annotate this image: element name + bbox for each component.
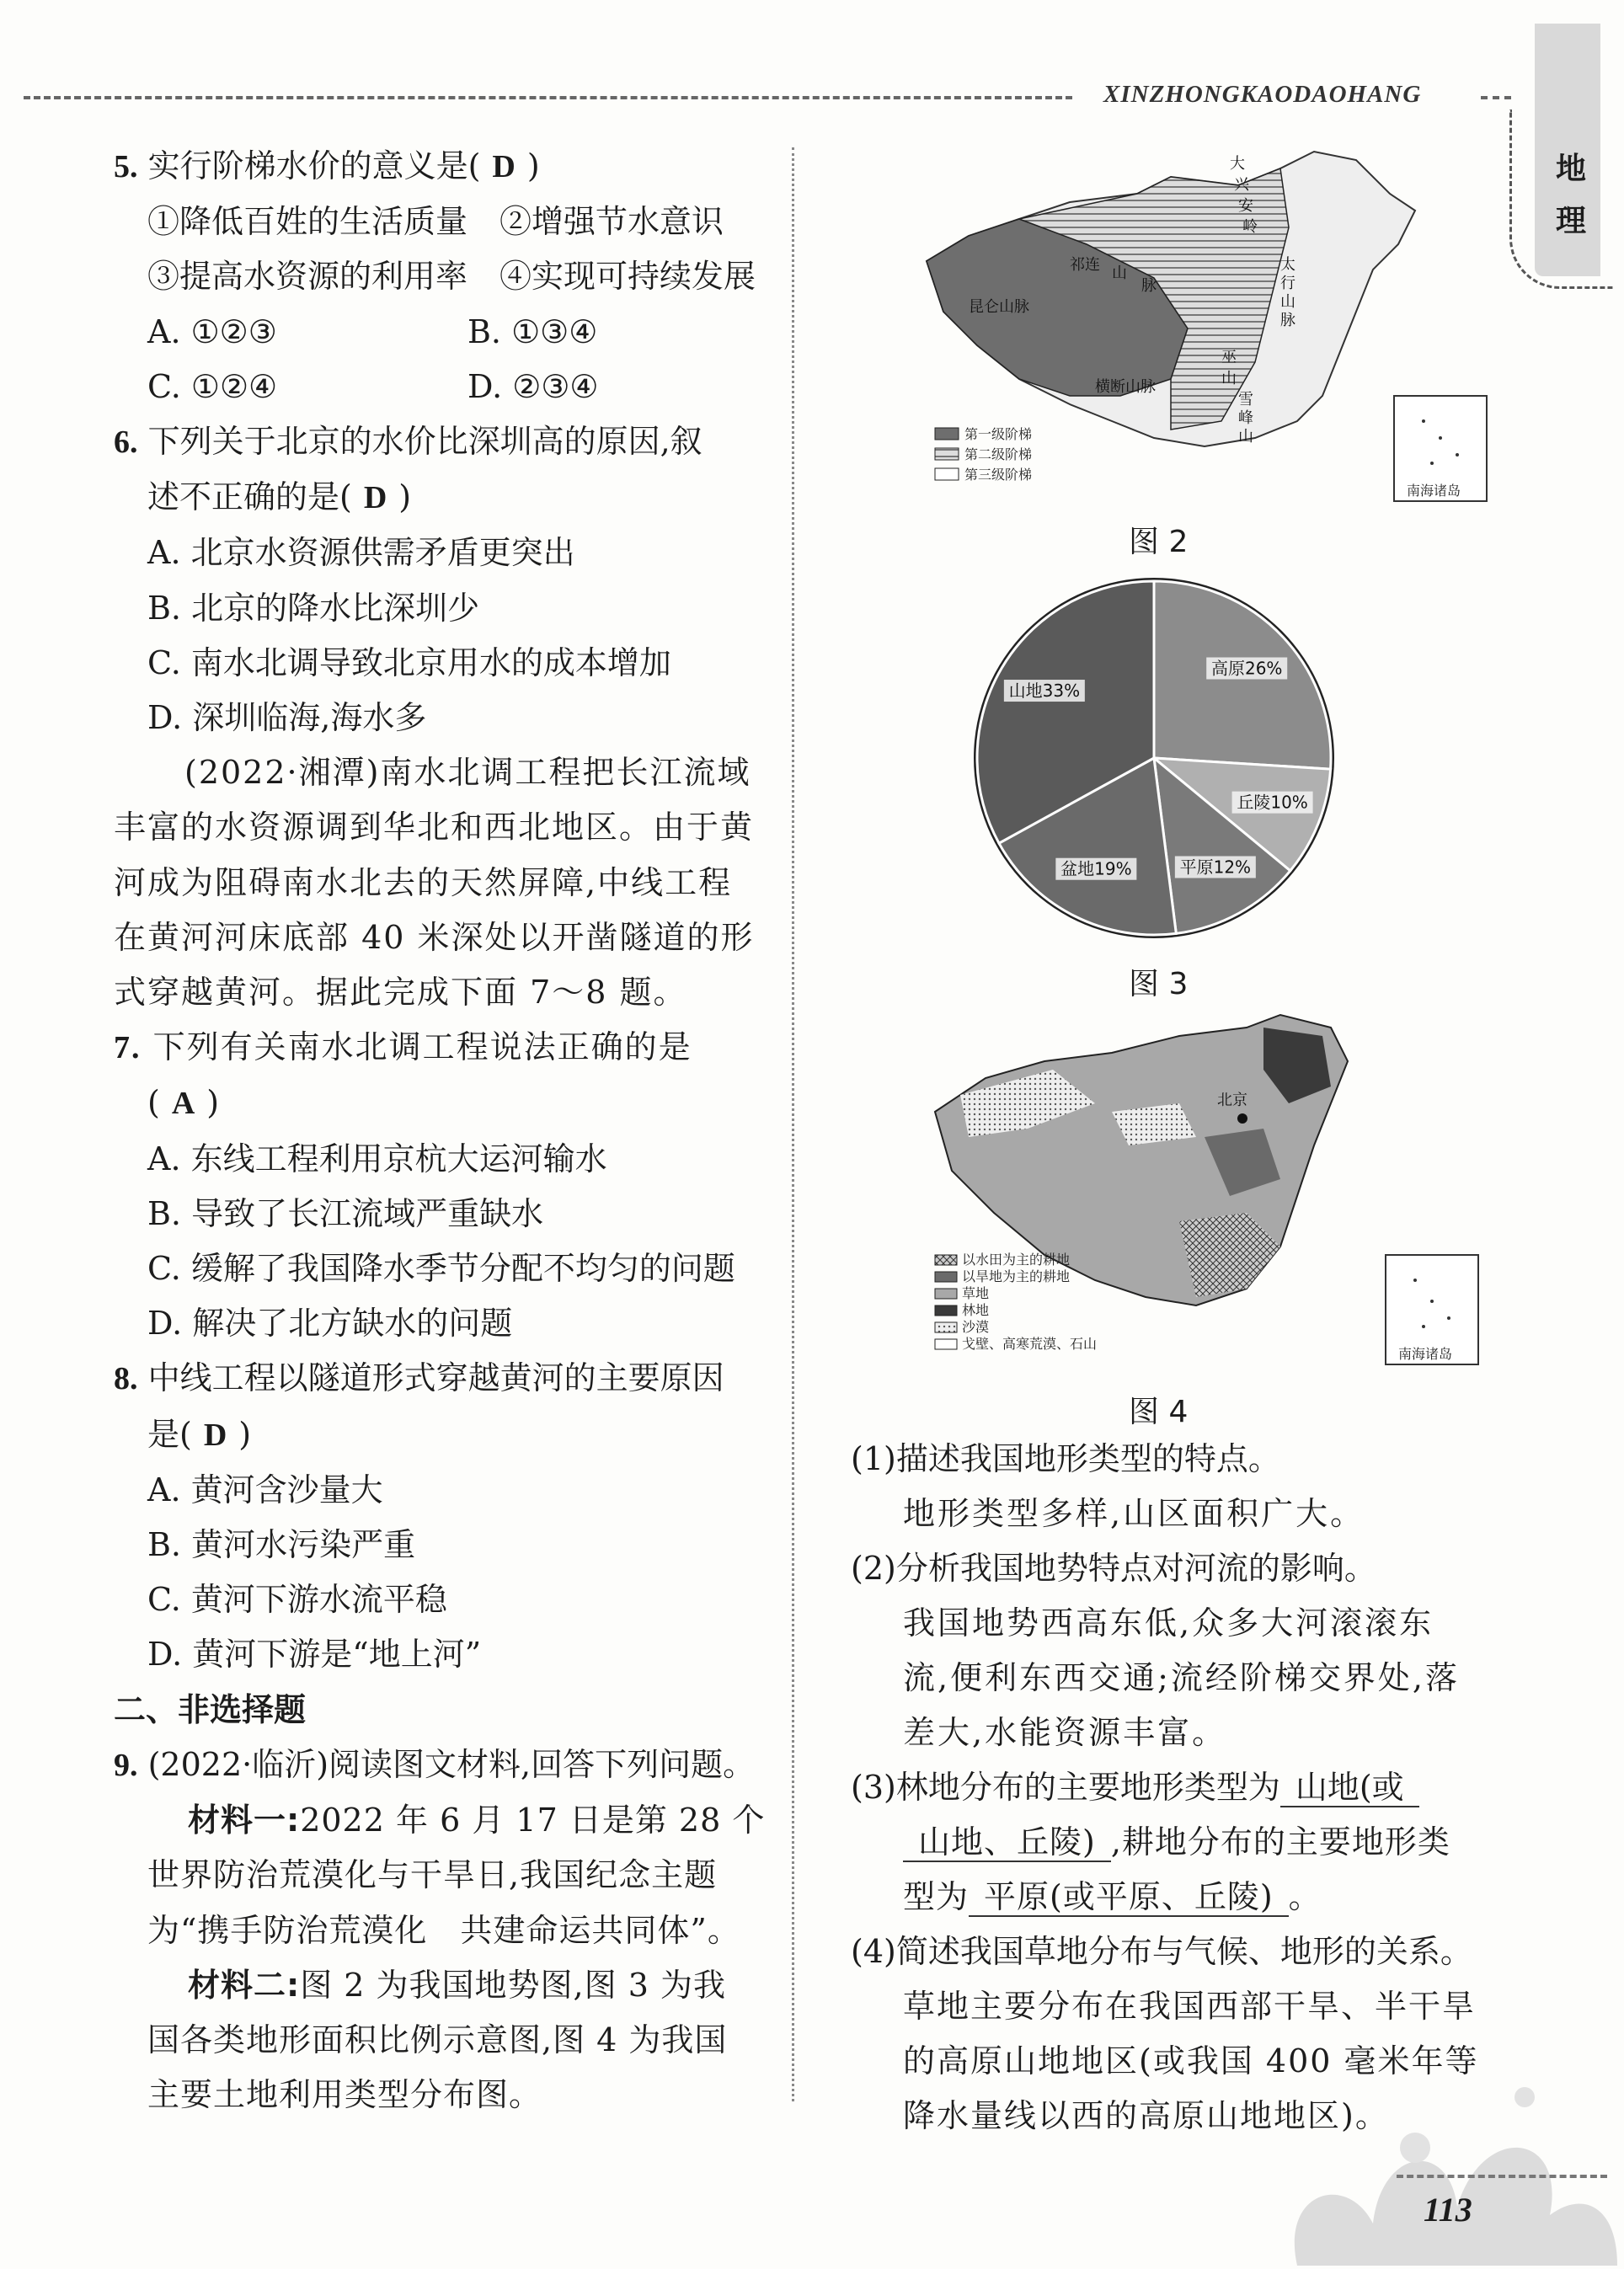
terrain-map-graphic <box>918 143 1491 514</box>
inset-map <box>1386 1255 1478 1364</box>
q9-1-prompt: (1)描述我国地形类型的特点。 <box>851 1440 1280 1477</box>
q9-3-line: (3)林地分布的主要地形类型为 山地(或 <box>851 1760 1525 1815</box>
page-number: 113 <box>1424 2191 1472 2229</box>
figure-3-caption: 图 3 <box>1129 967 1189 1001</box>
q7-option-c: C. 缓解了我国降水季节分配不均匀的问题 <box>147 1250 735 1288</box>
q5-options-1: A. ①②③ B. ①③④ <box>147 312 598 350</box>
q5-options-2: C. ①②④ D. ②③④ <box>147 367 599 405</box>
svg-text:山: 山 <box>1221 370 1237 387</box>
q6-stem: 6. 下列关于北京的水价比深圳高的原因,叙 <box>114 423 702 461</box>
pie-label-盆地: 盆地19% <box>1060 858 1132 879</box>
svg-text:岭: 岭 <box>1242 218 1258 236</box>
map-legend <box>935 426 1032 483</box>
svg-text:第二级阶梯: 第二级阶梯 <box>964 446 1033 462</box>
svg-text:行: 行 <box>1280 275 1295 292</box>
pie-label-平原: 平原12% <box>1179 857 1252 878</box>
q9-stem: 9. (2022·临沂)阅读图文材料,回答下列问题。 <box>114 1745 756 1783</box>
svg-text:林地: 林地 <box>962 1302 990 1318</box>
q9-3-blank-1: 山地(或 <box>1280 1769 1419 1807</box>
passage-line: 在黄河河床底部 40 米深处以开凿隧道的形 <box>114 918 755 956</box>
material-2-line: 主要土地利用类型分布图。 <box>147 2076 542 2114</box>
pie-label-高原: 高原26% <box>1210 658 1283 679</box>
svg-text:沙漠: 沙漠 <box>962 1319 990 1335</box>
q9-3-blank-2: 平原(或平原、丘陵) <box>969 1878 1289 1917</box>
q8-option-c: C. 黄河下游水流平稳 <box>147 1581 447 1619</box>
subject-label: 地理 <box>1555 152 1586 238</box>
svg-text:祁连: 祁连 <box>1070 256 1100 274</box>
q9-4-answer-line: 降水量线以西的高原山地地区)。 <box>903 2097 1389 2134</box>
header-rule-end <box>1481 96 1511 99</box>
q9-2-answer-line: 差大,水能资源丰富。 <box>903 1714 1227 1751</box>
pie-chart-graphic <box>964 573 1344 943</box>
svg-text:山: 山 <box>1280 293 1295 311</box>
q9-1-answer: 地形类型多样,山区面积广大。 <box>903 1495 1365 1532</box>
land-use-map-graphic <box>927 1011 1499 1381</box>
pie-label-山地: 山地33% <box>1008 681 1081 702</box>
q9-2-answer-line: 我国地势西高东低,众多大河滚滚东 <box>903 1604 1434 1642</box>
q9-3-line: 山地、丘陵) ,耕地分布的主要地形类 <box>851 1815 1525 1870</box>
q7-option-b: B. 导致了长江流域严重缺水 <box>147 1194 544 1232</box>
svg-text:雪: 雪 <box>1238 391 1253 408</box>
svg-text:安: 安 <box>1238 197 1253 215</box>
pie-label-丘陵: 丘陵10% <box>1237 792 1308 813</box>
figure-4-land-use-map <box>927 1011 1499 1381</box>
q5-stem: 5. 实行阶梯水价的意义是( D ) <box>114 147 540 184</box>
svg-text:山: 山 <box>1112 264 1127 282</box>
q9-4-answer-line: 草地主要分布在我国西部干旱、半干旱 <box>903 1988 1477 2025</box>
q7-option-d: D. 解决了北方缺水的问题 <box>147 1305 513 1343</box>
material-2-line: 材料二:图 2 为我国地势图,图 3 为我 <box>188 1966 726 2004</box>
q8-stem: 8. 中线工程以隧道形式穿越黄河的主要原因 <box>114 1359 724 1397</box>
svg-text:南海诸岛: 南海诸岛 <box>1407 483 1461 499</box>
q6-option-b: B. 北京的降水比深圳少 <box>147 589 480 627</box>
svg-text:峰: 峰 <box>1238 409 1253 427</box>
q9-2-answer-line: 流,便利东西交通;流经阶梯交界处,落 <box>903 1659 1460 1696</box>
q6-option-d: D. 深圳临海,海水多 <box>147 699 427 737</box>
figure-4-caption: 图 4 <box>1129 1395 1189 1429</box>
q6-option-c: C. 南水北调导致北京用水的成本增加 <box>147 643 671 681</box>
q5-items-1: ①降低百姓的生活质量 ②增强节水意识 <box>147 203 724 241</box>
q8-answer: 是( D ) <box>147 1415 252 1453</box>
figure-2-terrain-map <box>918 143 1491 514</box>
q8-option-a: A. 黄河含沙量大 <box>147 1471 383 1508</box>
material-1-line: 材料一:2022 年 6 月 17 日是第 28 个 <box>188 1802 766 1839</box>
beijing-label: 北京 <box>1217 1092 1247 1109</box>
q7-answer: ( A ) <box>147 1084 220 1122</box>
q6-stem-2: 述不正确的是( D ) <box>147 478 412 516</box>
svg-text:南海诸岛: 南海诸岛 <box>1398 1346 1453 1362</box>
q7-option-a: A. 东线工程利用京杭大运河输水 <box>147 1140 607 1177</box>
material-1-line: 世界防治荒漠化与干旱日,我国纪念主题 <box>147 1856 718 1894</box>
footer-rule <box>1397 2175 1607 2178</box>
svg-text:山: 山 <box>1238 428 1253 446</box>
material-2-line: 国各类地形面积比例示意图,图 4 为我国 <box>147 2021 728 2058</box>
q8-option-b: B. 黄河水污染严重 <box>147 1526 416 1564</box>
column-divider <box>792 147 794 2101</box>
inset-map <box>1394 396 1487 501</box>
passage-line: 丰富的水资源调到华北和西北地区。由于黄 <box>114 809 755 846</box>
material-1-line: 为“携手防治荒漠化 共建命运共同体”。 <box>147 1911 740 1949</box>
svg-text:第三级阶梯: 第三级阶梯 <box>964 467 1033 483</box>
figure-2-caption: 图 2 <box>1129 525 1189 559</box>
svg-text:脉: 脉 <box>1141 277 1157 295</box>
q9-3-line: 型为 平原(或平原、丘陵) 。 <box>903 1878 1322 1915</box>
left-column <box>114 139 771 2122</box>
header-rule <box>24 96 1072 99</box>
beijing-marker <box>1237 1113 1247 1124</box>
passage-line: (2022·湘潭)南水北调工程把长江流域 <box>184 754 751 792</box>
svg-text:戈壁、高寒荒漠、石山: 戈壁、高寒荒漠、石山 <box>962 1336 1098 1352</box>
svg-text:横断山脉: 横断山脉 <box>1095 378 1156 396</box>
svg-text:以水田为主的耕地: 以水田为主的耕地 <box>962 1252 1071 1268</box>
svg-text:草地: 草地 <box>962 1285 990 1301</box>
passage-line: 河成为阻碍南水北去的天然屏障,中线工程 <box>114 863 733 901</box>
q9-4-answer-line: 的高原山地地区(或我国 400 毫米年等 <box>903 2042 1479 2079</box>
section-heading: 二、非选择题 <box>114 1690 307 1728</box>
svg-text:昆仑山脉: 昆仑山脉 <box>969 298 1029 316</box>
svg-text:巫: 巫 <box>1221 349 1237 366</box>
q7-stem: 7. 下列有关南水北调工程说法正确的是 <box>114 1028 692 1066</box>
q9-4-prompt: (4)简述我国草地分布与气候、地形的关系。 <box>851 1933 1472 1970</box>
svg-text:兴: 兴 <box>1234 176 1249 194</box>
svg-text:大: 大 <box>1230 155 1245 173</box>
q8-option-d: D. 黄河下游是“地上河” <box>147 1636 482 1674</box>
svg-text:第一级阶梯: 第一级阶梯 <box>964 426 1033 442</box>
figure-3-pie-chart <box>964 573 1344 943</box>
svg-text:脉: 脉 <box>1280 312 1295 329</box>
q6-option-a: A. 北京水资源供需矛盾更突出 <box>147 534 575 572</box>
q9-2-prompt: (2)分析我国地势特点对河流的影响。 <box>851 1550 1376 1587</box>
svg-text:太: 太 <box>1280 256 1295 274</box>
svg-text:以旱地为主的耕地: 以旱地为主的耕地 <box>962 1268 1071 1284</box>
q5-items-2: ③提高水资源的利用率 ④实现可持续发展 <box>147 258 756 296</box>
q9-3-blank-1-cont: 山地、丘陵) <box>903 1823 1111 1862</box>
running-title: XINZHONGKAODAOHANG <box>1103 81 1422 108</box>
passage-line: 式穿越黄河。据此完成下面 7～8 题。 <box>114 974 687 1012</box>
